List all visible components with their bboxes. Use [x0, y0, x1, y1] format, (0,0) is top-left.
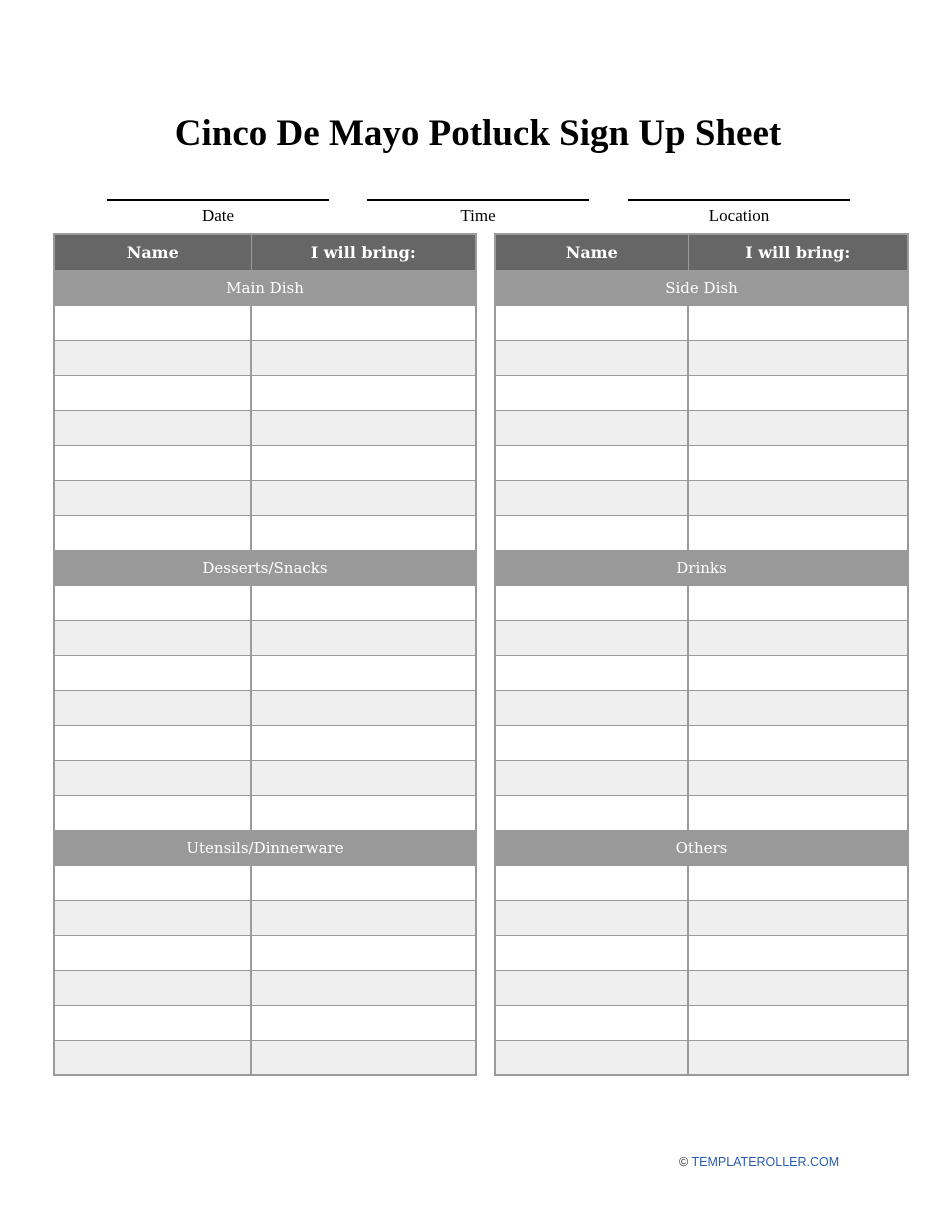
- date-blank-line[interactable]: [107, 199, 329, 201]
- bring-cell[interactable]: [251, 970, 476, 1005]
- bring-cell[interactable]: [688, 690, 908, 725]
- copyright-symbol: ©: [679, 1155, 689, 1169]
- column-header-bring: I will bring:: [251, 234, 476, 270]
- name-cell[interactable]: [495, 410, 688, 445]
- name-cell[interactable]: [54, 865, 251, 900]
- bring-cell[interactable]: [688, 795, 908, 830]
- name-cell[interactable]: [54, 340, 251, 375]
- column-header-name: Name: [54, 234, 251, 270]
- section-header-row: [495, 270, 908, 305]
- table-row: [495, 480, 908, 515]
- table-row: [495, 585, 908, 620]
- name-cell[interactable]: [54, 585, 251, 620]
- name-cell[interactable]: [495, 375, 688, 410]
- name-cell[interactable]: [495, 690, 688, 725]
- name-cell[interactable]: [54, 445, 251, 480]
- table-row: [54, 515, 476, 550]
- location-label: Location: [708, 206, 770, 225]
- bring-cell[interactable]: [251, 935, 476, 970]
- name-cell[interactable]: [495, 655, 688, 690]
- name-cell[interactable]: [54, 1005, 251, 1040]
- table-row: [54, 480, 476, 515]
- bring-cell[interactable]: [251, 795, 476, 830]
- table-row: [495, 410, 908, 445]
- name-cell[interactable]: [495, 515, 688, 550]
- section-title: Utensils/Dinnerware: [54, 830, 476, 865]
- name-cell[interactable]: [54, 480, 251, 515]
- bring-cell[interactable]: [251, 480, 476, 515]
- bring-cell[interactable]: [688, 445, 908, 480]
- table-row: [495, 935, 908, 970]
- name-cell[interactable]: [54, 725, 251, 760]
- name-cell[interactable]: [495, 340, 688, 375]
- table-row: [495, 305, 908, 340]
- section-header-row: [54, 550, 476, 585]
- bring-cell[interactable]: [688, 585, 908, 620]
- section-header-row: [495, 550, 908, 585]
- bring-cell[interactable]: [251, 620, 476, 655]
- table-row: [495, 445, 908, 480]
- bring-cell[interactable]: [688, 410, 908, 445]
- name-cell[interactable]: [495, 305, 688, 340]
- table-row: [54, 795, 476, 830]
- name-cell[interactable]: [54, 760, 251, 795]
- bring-cell[interactable]: [688, 935, 908, 970]
- table-row: [54, 585, 476, 620]
- name-cell[interactable]: [54, 515, 251, 550]
- bring-cell[interactable]: [688, 515, 908, 550]
- bring-cell[interactable]: [251, 585, 476, 620]
- name-cell[interactable]: [495, 795, 688, 830]
- column-header-bring: I will bring:: [688, 234, 908, 270]
- bring-cell[interactable]: [251, 305, 476, 340]
- name-cell[interactable]: [495, 1005, 688, 1040]
- table-row: [54, 725, 476, 760]
- time-label: Time: [460, 206, 496, 225]
- bring-cell[interactable]: [251, 1005, 476, 1040]
- name-cell[interactable]: [495, 970, 688, 1005]
- column-header-name: Name: [495, 234, 688, 270]
- table-row: [495, 515, 908, 550]
- table-row: [495, 1005, 908, 1040]
- bring-cell[interactable]: [688, 970, 908, 1005]
- name-cell[interactable]: [495, 760, 688, 795]
- section-header-row: [495, 830, 908, 865]
- name-cell[interactable]: [495, 865, 688, 900]
- name-cell[interactable]: [54, 305, 251, 340]
- section-header-row: [54, 830, 476, 865]
- table-row: [54, 445, 476, 480]
- name-cell[interactable]: [54, 935, 251, 970]
- bring-cell[interactable]: [251, 725, 476, 760]
- bring-cell[interactable]: [688, 375, 908, 410]
- table-row: [54, 340, 476, 375]
- table-row: [54, 760, 476, 795]
- name-cell[interactable]: [495, 585, 688, 620]
- section-header-row: [54, 270, 476, 305]
- bring-cell[interactable]: [688, 760, 908, 795]
- location-blank-line[interactable]: [628, 199, 850, 201]
- name-cell[interactable]: [54, 690, 251, 725]
- bring-cell[interactable]: [688, 480, 908, 515]
- table-row: [54, 935, 476, 970]
- name-cell[interactable]: [54, 970, 251, 1005]
- bring-cell[interactable]: [251, 1040, 476, 1075]
- table-row: [495, 340, 908, 375]
- table-row: [54, 865, 476, 900]
- bring-cell[interactable]: [688, 1005, 908, 1040]
- table-row: [495, 725, 908, 760]
- table-row: [495, 375, 908, 410]
- name-cell[interactable]: [495, 725, 688, 760]
- signup-table-left: [53, 233, 477, 1076]
- table-row: [54, 305, 476, 340]
- table-row: [54, 410, 476, 445]
- footer-credit: [679, 1155, 839, 1169]
- table-row: [495, 795, 908, 830]
- bring-cell[interactable]: [688, 620, 908, 655]
- signup-table-right: [494, 233, 909, 1076]
- name-cell[interactable]: [54, 1040, 251, 1075]
- name-cell[interactable]: [54, 375, 251, 410]
- name-cell[interactable]: [495, 480, 688, 515]
- name-cell[interactable]: [54, 655, 251, 690]
- name-cell[interactable]: [495, 935, 688, 970]
- table-row: [495, 900, 908, 935]
- bring-cell[interactable]: [688, 725, 908, 760]
- table-row: [495, 865, 908, 900]
- bring-cell[interactable]: [688, 1040, 908, 1075]
- bring-cell[interactable]: [251, 690, 476, 725]
- table-row: [54, 1005, 476, 1040]
- time-blank-line[interactable]: [367, 199, 589, 201]
- table-row: [54, 690, 476, 725]
- table-row: [54, 1040, 476, 1075]
- section-title: Main Dish: [54, 270, 476, 305]
- section-title: Drinks: [495, 550, 908, 585]
- bring-cell[interactable]: [251, 340, 476, 375]
- section-title: Side Dish: [495, 270, 908, 305]
- bring-cell[interactable]: [251, 515, 476, 550]
- name-cell[interactable]: [495, 1040, 688, 1075]
- page-title: Cinco De Mayo Potluck Sign Up Sheet: [174, 113, 782, 154]
- name-cell[interactable]: [495, 900, 688, 935]
- table-row: [495, 620, 908, 655]
- table-row: [54, 620, 476, 655]
- bring-cell[interactable]: [251, 865, 476, 900]
- name-cell[interactable]: [54, 900, 251, 935]
- bring-cell[interactable]: [251, 760, 476, 795]
- bring-cell[interactable]: [251, 410, 476, 445]
- table-row: [495, 1040, 908, 1075]
- table-row: [54, 375, 476, 410]
- section-title: Desserts/Snacks: [54, 550, 476, 585]
- bring-cell[interactable]: [688, 340, 908, 375]
- bring-cell[interactable]: [688, 305, 908, 340]
- bring-cell[interactable]: [251, 655, 476, 690]
- table-row: [54, 970, 476, 1005]
- date-label: Date: [201, 206, 235, 225]
- table-row: [495, 970, 908, 1005]
- section-title: Others: [495, 830, 908, 865]
- table-row: [54, 655, 476, 690]
- name-cell[interactable]: [54, 620, 251, 655]
- name-cell[interactable]: [54, 410, 251, 445]
- name-cell[interactable]: [495, 620, 688, 655]
- bring-cell[interactable]: [688, 865, 908, 900]
- bring-cell[interactable]: [688, 655, 908, 690]
- name-cell[interactable]: [495, 445, 688, 480]
- table-row: [495, 655, 908, 690]
- bring-cell[interactable]: [251, 445, 476, 480]
- bring-cell[interactable]: [688, 900, 908, 935]
- table-row: [54, 900, 476, 935]
- bring-cell[interactable]: [251, 375, 476, 410]
- table-row: [495, 760, 908, 795]
- name-cell[interactable]: [54, 795, 251, 830]
- bring-cell[interactable]: [251, 900, 476, 935]
- table-row: [495, 690, 908, 725]
- site-link[interactable]: TEMPLATEROLLER.COM: [691, 1155, 840, 1169]
